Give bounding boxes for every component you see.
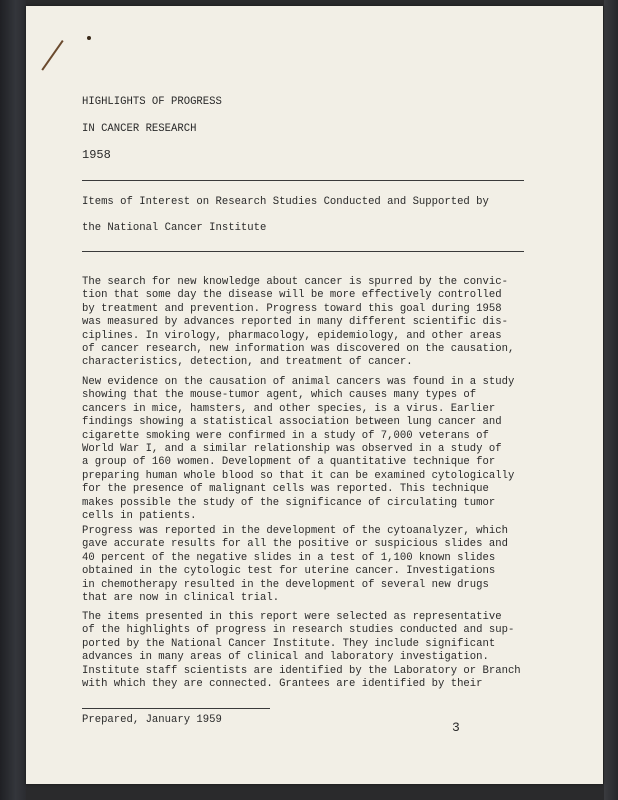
text-line: was measured by advances reported in many different scientific dis- (82, 316, 508, 329)
text-line: by treatment and prevention. Progress toward this goal during 1958 (82, 302, 502, 315)
subtitle-line-2: the National Cancer Institute (82, 222, 267, 234)
text-line: Institute staff scientists are identified by the Laboratory or Branch (82, 664, 521, 677)
title-line-2: IN CANCER RESEARCH (82, 123, 197, 135)
text-line: World War I, and a similar relationship was observed in a study of (82, 443, 502, 456)
text-line: characteristics, detection, and treatment of cancer. (82, 356, 413, 369)
text-line: cigarette smoking were confirmed in a study of 7,000 veterans of (82, 429, 489, 442)
subtitle-line-1: Items of Interest on Research Studies Conducted and Supported by (82, 196, 489, 208)
text-line: of the highlights of progress in research studies conducted and sup- (82, 624, 515, 637)
document-page (26, 6, 603, 784)
text-line: that are now in clinical trial. (82, 592, 280, 605)
paragraph-causation (82, 376, 522, 523)
paragraph-intro (82, 276, 522, 370)
pencil-tick-mark (41, 40, 63, 71)
subtitle-rule-top (82, 180, 524, 181)
pencil-dot (87, 36, 91, 40)
text-line: The items presented in this report were selected as representative (82, 611, 502, 623)
text-line: advances in many areas of clinical and laboratory investigation. (82, 651, 489, 664)
text-line: The search for new knowledge about cancer is spurred by the convic- (82, 276, 508, 288)
text-line: in chemotherapy resulted in the development of several new drugs (82, 578, 489, 591)
prepared-date: Prepared, January 1959 (82, 714, 222, 726)
text-line: showing that the mouse-tumor agent, which causes many types of (82, 389, 477, 402)
text-line: obtained in the cytologic test for uterine cancer. Investigations (82, 565, 496, 578)
title-year: 1958 (82, 148, 111, 162)
paragraph-report-scope (82, 611, 522, 691)
text-line: cancers in mice, hamsters, and other species, is a virus. Earlier (82, 402, 496, 415)
text-line: with which they are connected. Grantees are identified by their (82, 678, 483, 691)
text-line: preparing human whole blood so that it can be examined cytologically (82, 469, 515, 482)
text-line: makes possible the study of the significance of circulating tumor (82, 496, 496, 509)
text-line: tion that some day the disease will be more effectively controlled (82, 289, 502, 302)
text-line: ciplines. In virology, pharmacology, epidemiology, and other areas (82, 329, 502, 342)
footnote-rule (82, 708, 270, 709)
subtitle-rule-bottom (82, 251, 524, 252)
text-line: Progress was reported in the development of the cytoanalyzer, which (82, 525, 508, 537)
text-line: gave accurate results for all the positive or suspicious slides and (82, 538, 508, 551)
text-line: 40 percent of the negative slides in a test of 1,100 known slides (82, 551, 496, 564)
text-line: for the presence of malignant cells was reported. This technique (82, 483, 489, 496)
page-number: 3 (452, 720, 460, 735)
text-line: findings showing a statistical association between lung cancer and (82, 416, 502, 429)
binder-edge-left (0, 0, 26, 800)
text-line: ported by the National Cancer Institute. They include significant (82, 637, 496, 650)
text-line: cells in patients. (82, 510, 197, 523)
text-line: a group of 160 women. Development of a quantitative technique for (82, 456, 496, 469)
text-line: New evidence on the causation of animal cancers was found in a study (82, 376, 515, 388)
paragraph-cytoanalyzer (82, 525, 522, 605)
binder-edge-right (604, 0, 618, 800)
title-line-1: HIGHLIGHTS OF PROGRESS (82, 96, 222, 108)
text-line: of cancer research, new information was discovered on the causation, (82, 343, 515, 356)
